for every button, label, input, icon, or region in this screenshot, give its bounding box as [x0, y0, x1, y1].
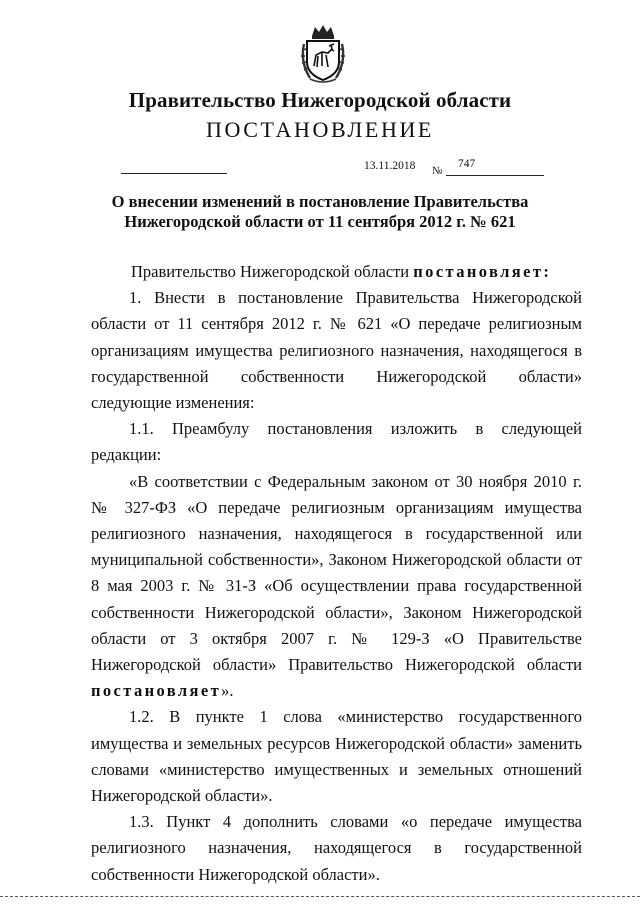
- quote-resolves: постановляет: [91, 681, 222, 701]
- coat-of-arms-icon: [298, 22, 348, 84]
- intro-text: Правительство Нижегородской области: [131, 262, 414, 281]
- quote-paragraph: [91, 469, 582, 705]
- document-subject: [0, 192, 640, 232]
- subject-line-1: О внесении изменений в постановление Правительства: [111, 192, 529, 211]
- subject-line-2: Нижегородской области от 11 сентября 2012 г. № 621: [124, 212, 516, 231]
- paragraph-1-2: 1.2. В пункте 1 слова «министерство государственного имущества и земельных ресурсов Нижегородской области» заменить словами «министерство имущественных и земельных отношений Нижегородской области».: [91, 707, 582, 806]
- paragraph-1-3: 1.3. Пункт 4 дополнить словами «о передаче имущества религиозного назначения, находящегося в государственной собственности Нижегородской области».: [91, 812, 582, 884]
- government-title: Правительство Нижегородской области: [128, 88, 512, 112]
- intro-resolves: постановляет:: [413, 262, 552, 281]
- paragraph-1-1: 1.1. Преамбулу постановления изложить в следующей редакции:: [91, 419, 582, 465]
- quote-text: «В соответствии с Федеральным законом от 30 ноября 2010 г. № 327-ФЗ «О передаче религиозным организациям имущества религиозного назначения, находящегося в государственной или муниципальной собственности», Законом Нижегородской области от 8 мая 2003 г. № 31-З «Об осуществлении права государственной собственности Нижегородской области», Законом Нижегородской области от 3 октября 2007 г. № 129-З «О Правительстве Нижегородской области» Правительство Нижегородской области: [91, 471, 582, 675]
- quote-end: ».: [221, 681, 234, 701]
- number-underline: [446, 175, 544, 176]
- document-date: 13.11.2018: [364, 160, 416, 172]
- bottom-scan-edge: [0, 896, 640, 900]
- document-body: [91, 259, 582, 888]
- paragraph-1: 1. Внести в постановление Правительства Нижегородской области от 11 сентября 2012 г. № 621 «О передаче религиозным организациям имущества религиозного назначения, находящегося в государственной собственности Нижегородской области» следующие изменения:: [91, 288, 582, 413]
- left-signature-line: [121, 173, 227, 174]
- number-mark: №: [432, 165, 443, 177]
- intro-paragraph: [91, 259, 582, 285]
- document-number: 747: [458, 158, 476, 170]
- document-type: ПОСТАНОВЛЕНИЕ: [206, 117, 434, 142]
